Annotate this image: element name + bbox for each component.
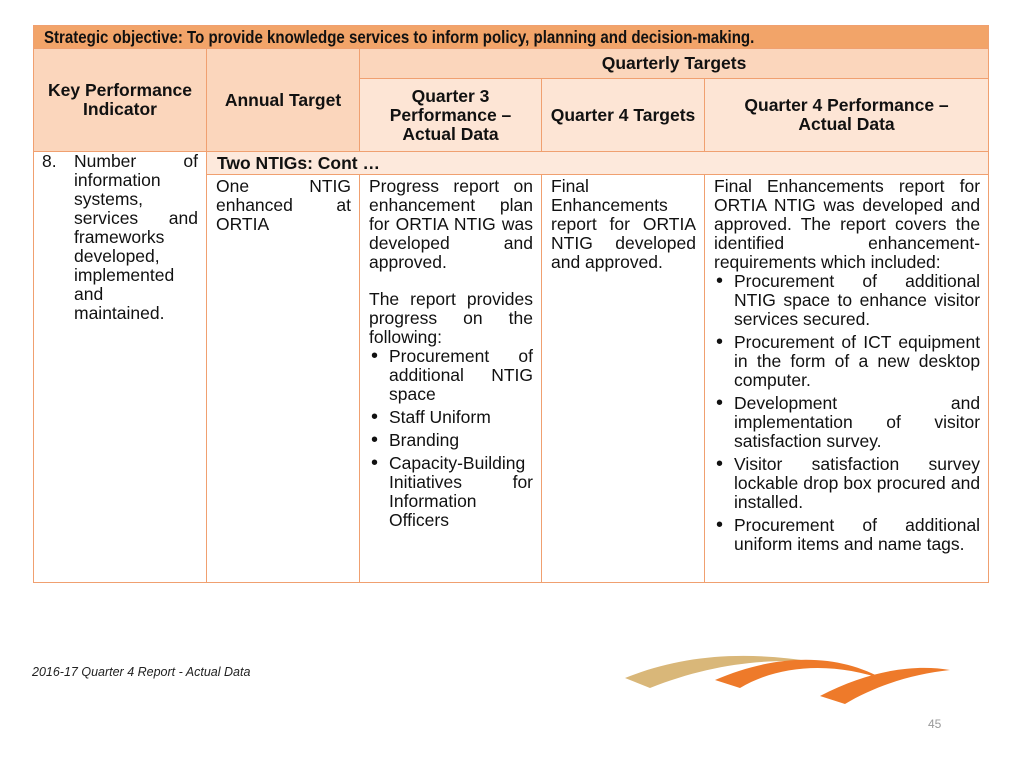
swoosh-logo-icon xyxy=(620,648,955,708)
section-title: Two NTIGs: Cont … xyxy=(207,152,989,175)
q4-bullet-list xyxy=(714,272,980,554)
q3-bullet-list xyxy=(369,347,533,530)
logo-swoosh-orange-2 xyxy=(820,668,950,704)
header-q4-targets: Quarter 4 Targets xyxy=(542,79,705,152)
kpi-text: Number of information systems, services and frameworks developed, implemented and maintained. xyxy=(74,151,198,323)
q3-bullet: • Procurement of additional NTIG space xyxy=(369,347,533,404)
kpi-table xyxy=(33,25,989,583)
objective-row xyxy=(34,26,989,49)
q3-bullet: • Branding xyxy=(369,431,533,450)
kpi-cell xyxy=(34,152,207,583)
q4-bullet: • Development and implementation of visitor satisfaction survey. xyxy=(714,394,980,451)
q3-paragraph-2: The report provides progress on the following: xyxy=(369,289,533,347)
q4-bullet: • Procurement of ICT equipment in the form of a new desktop computer. xyxy=(714,333,980,390)
footer-report-title: 2016-17 Quarter 4 Report - Actual Data xyxy=(32,665,251,679)
q4-performance-cell xyxy=(705,175,989,583)
page-number: 45 xyxy=(928,717,942,731)
kpi-number: 8. xyxy=(42,151,57,171)
q4-performance-intro: Final Enhancements report for ORTIA NTIG was developed and approved. The report covers the identified enhancement-requirements which included: xyxy=(714,176,981,272)
q4-target-cell: Final Enhancements report for ORTIA NTIG developed and approved. xyxy=(542,175,705,583)
annual-target-cell: One NTIG enhanced at ORTIA xyxy=(207,175,360,583)
header-q3-performance: Quarter 3 Performance – Actual Data xyxy=(360,79,542,152)
section-row xyxy=(34,152,989,175)
header-annual-target: Annual Target xyxy=(207,49,360,152)
header-row xyxy=(34,49,989,79)
header-kpi: Key Performance Indicator xyxy=(34,49,207,152)
header-quarterly-targets: Quarterly Targets xyxy=(360,49,989,79)
q4-bullet: • Procurement of additional NTIG space to enhance visitor services secured. xyxy=(714,272,980,329)
q3-paragraph-1: Progress report on enhancement plan for ORTIA NTIG was developed and approved. xyxy=(369,176,533,272)
q3-bullet: • Staff Uniform xyxy=(369,408,533,427)
q3-bullet: • Capacity-Building Initiatives for Information Officers xyxy=(369,454,533,530)
strategic-objective: Strategic objective: To provide knowledge services to inform policy, planning and decision-making. xyxy=(34,26,989,49)
header-q4-performance: Quarter 4 Performance – Actual Data xyxy=(705,79,989,152)
q4-bullet: • Procurement of additional uniform items and name tags. xyxy=(714,516,980,554)
q3-performance-cell xyxy=(360,175,542,583)
q4-bullet: • Visitor satisfaction survey lockable drop box procured and installed. xyxy=(714,455,980,512)
